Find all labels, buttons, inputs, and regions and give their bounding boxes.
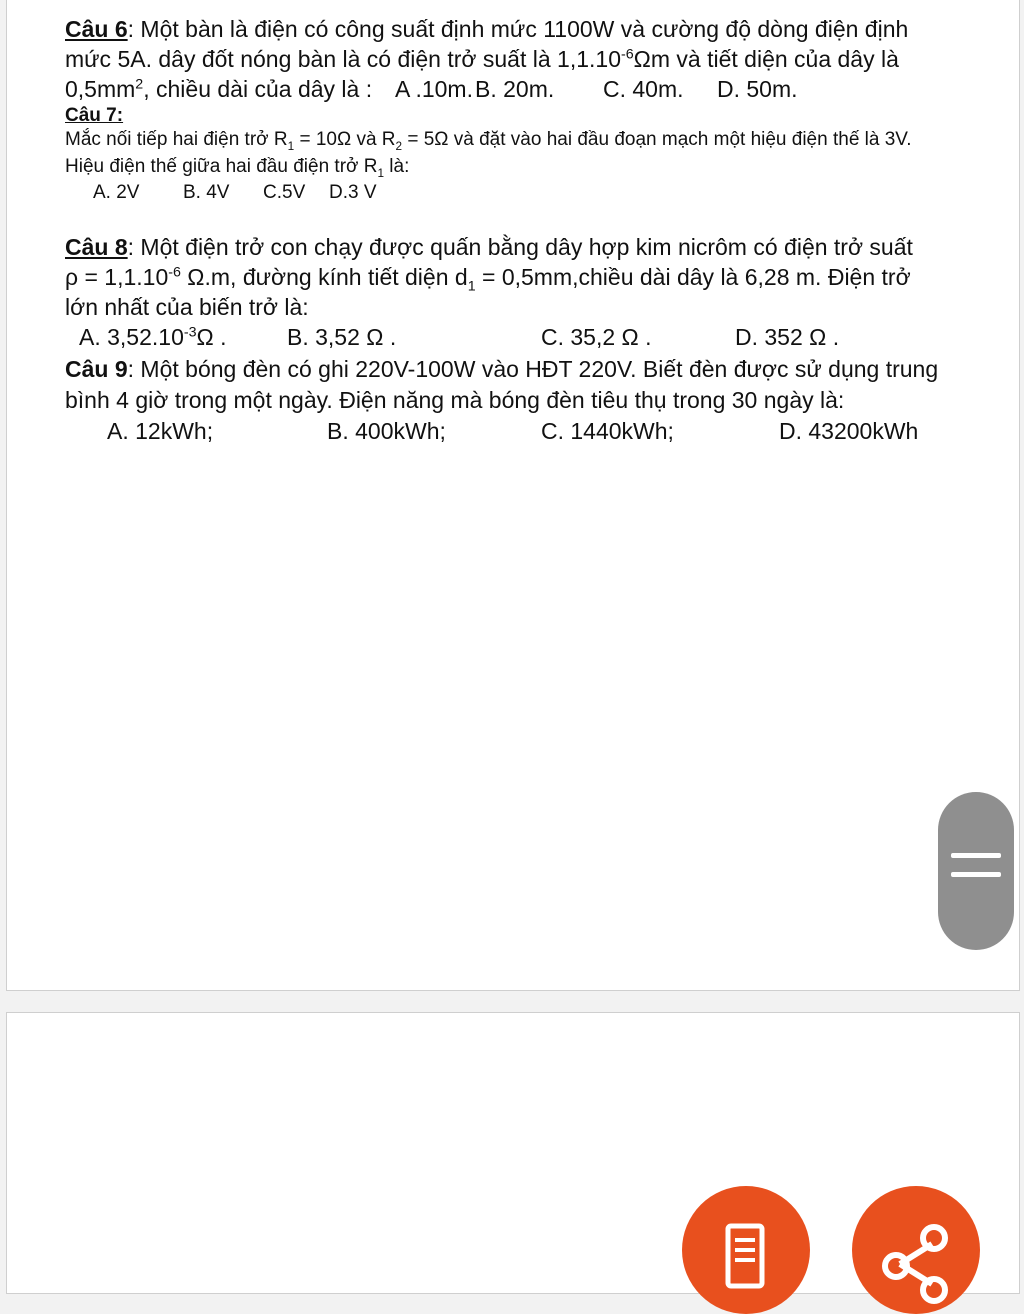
share-button[interactable] bbox=[852, 1186, 980, 1314]
q9-label: Câu 9 bbox=[65, 356, 128, 382]
q6-option-d: D. 50m. bbox=[717, 76, 798, 102]
q8-line-2: $\rho = 1,1.10^{-6}$ Ω.m, đường kính tiết diện $d_1$ = 0,5mm,chiều dài dây là 6,28 m. Điện trở bbox=[65, 264, 911, 295]
q9-line-2: bình 4 giờ trong một ngày. Điện năng mà bóng đèn tiêu thụ trong 30 ngày là: bbox=[65, 387, 845, 413]
list-icon bbox=[682, 1186, 810, 1314]
q7-label: Câu 7: bbox=[65, 105, 124, 126]
q6-line-1: Câu 6: Một bàn là điện có công suất định mức 1100W và cường độ dòng điện định bbox=[65, 16, 909, 42]
q9-option-b: B. 400kWh; bbox=[327, 418, 446, 444]
q8-line-3: lớn nhất của biến trở là: bbox=[65, 294, 309, 320]
q6-option-a: A .10m. bbox=[395, 76, 473, 102]
q8-label: Câu 8 bbox=[65, 234, 128, 260]
q8-option-d: D. 352 Ω . bbox=[735, 324, 840, 350]
q7-line-2: Hiệu điện thế giữa hai đầu điện trở $R_1$ là: bbox=[65, 156, 410, 180]
list-button[interactable] bbox=[682, 1186, 810, 1314]
q8-option-c: C. 35,2 Ω . bbox=[541, 324, 652, 350]
q9-option-d: D. 43200kWh bbox=[779, 418, 919, 444]
q6-option-c: C. 40m. bbox=[603, 76, 684, 102]
q8-option-a: A. $3,52.10^{-3}\Omega$ . bbox=[79, 324, 227, 350]
q7-option-d: D.3 V bbox=[329, 182, 377, 203]
q9-option-c: C. 1440kWh; bbox=[541, 418, 674, 444]
q6-label: Câu 6 bbox=[65, 16, 128, 42]
q6-line-2: mức 5A. dây đốt nóng bàn là có điện trở suất là $1,1.10^{-6}\Omega m$ và tiết diện của dây là bbox=[65, 46, 899, 72]
q9-option-a: A. 12kWh; bbox=[107, 418, 214, 444]
q6-option-b: B. 20m. bbox=[475, 76, 555, 102]
q8-option-b: B. 3,52 Ω . bbox=[287, 324, 397, 350]
document-page-1 bbox=[6, 0, 1020, 991]
q7-option-b: B. 4V bbox=[183, 182, 230, 203]
scroll-handle[interactable] bbox=[938, 792, 1014, 950]
q8-line-1: Câu 8: Một điện trở con chạy được quấn bằng dây hợp kim nicrôm có điện trở suất bbox=[65, 234, 913, 260]
share-icon bbox=[852, 1186, 980, 1314]
q7-line-1: Mắc nối tiếp hai điện trở $R_1 = 10\Omega$ và $R_2 = 5\Omega$ và đặt vào hai đầu đoạn mạch một hiệu điện thế là 3V. bbox=[65, 129, 912, 153]
q6-line-3: $0,5mm^2$, chiều dài của dây là : bbox=[65, 76, 373, 102]
q7-option-a: A. 2V bbox=[93, 182, 140, 203]
q7-option-c: C.5V bbox=[263, 182, 306, 203]
q9-line-1: Câu 9: Một bóng đèn có ghi 220V-100W vào HĐT 220V. Biết đèn được sử dụng trung bbox=[65, 356, 939, 382]
